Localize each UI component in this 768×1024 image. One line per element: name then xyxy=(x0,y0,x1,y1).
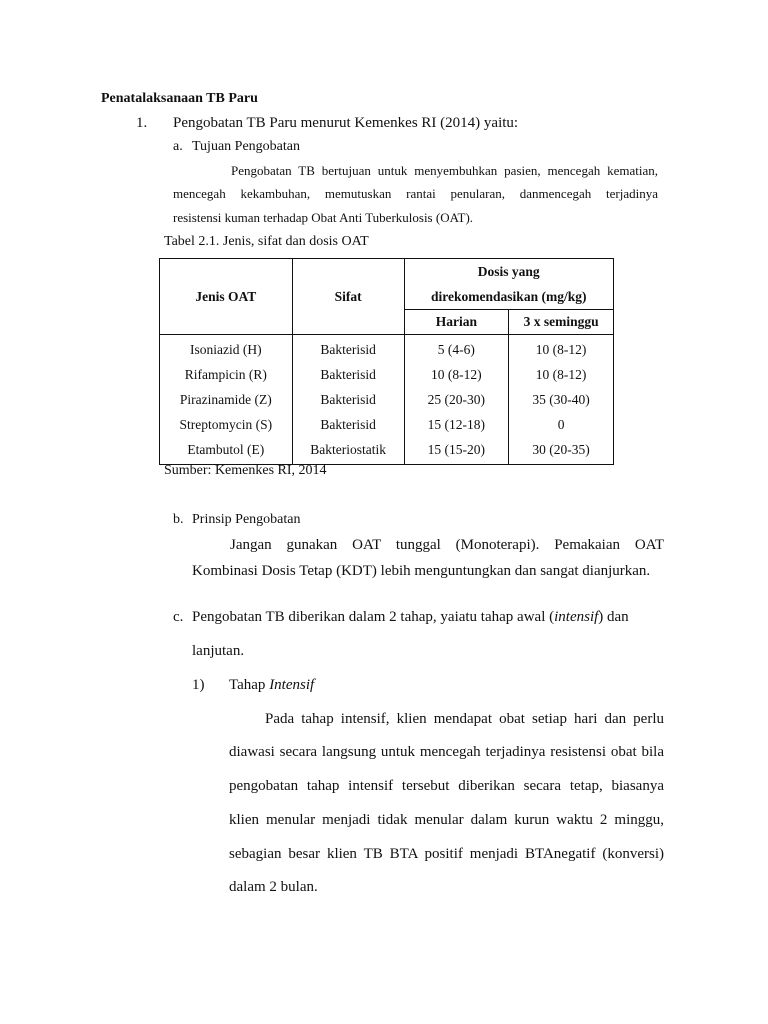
item-text: Pengobatan TB Paru menurut Kemenkes RI (2014) yaitu: xyxy=(173,115,519,131)
cell-sifat: Bakterisid xyxy=(292,335,404,363)
table-source: Sumber: Kemenkes RI, 2014 xyxy=(164,463,327,478)
section-a-line-3: resistensi kuman terhadap Obat Anti Tuberkulosis (OAT). xyxy=(173,210,474,225)
sub-item-line-3: pengobatan tahap intensif tersebut diberikan secara tetap, biasanya xyxy=(229,778,664,794)
section-a-line-1: Pengobatan TB bertujuan untuk menyembuhkan pasien, mencegah kematian, xyxy=(231,163,658,178)
sub-item-title-plain: Tahap xyxy=(229,677,270,693)
cell-jenis: Isoniazid (H) xyxy=(160,335,293,363)
table-row xyxy=(160,412,614,437)
cell-seminggu: 10 (8-12) xyxy=(509,335,614,363)
cell-sifat: Bakterisid xyxy=(292,387,404,412)
cell-harian: 15 (15-20) xyxy=(404,437,509,465)
cell-harian: 10 (8-12) xyxy=(404,362,509,387)
section-b-line-1: Jangan gunakan OAT tunggal (Monoterapi). Pemakaian OAT xyxy=(230,537,664,553)
table-row xyxy=(160,437,614,465)
cell-sifat: Bakteriostatik xyxy=(292,437,404,465)
cell-jenis: Pirazinamide (Z) xyxy=(160,387,293,412)
cell-sifat: Bakterisid xyxy=(292,412,404,437)
cell-jenis: Etambutol (E) xyxy=(160,437,293,465)
sub-item-line-4: klien menular menjadi tidak menular dalam kurun waktu 2 minggu, xyxy=(229,812,664,828)
section-c-italic-term: intensif xyxy=(554,609,599,625)
sub-item-line-1: Pada tahap intensif, klien mendapat obat setiap hari dan perlu xyxy=(265,711,664,727)
cell-jenis: Rifampicin (R) xyxy=(160,362,293,387)
section-c-text-after: ) dan xyxy=(598,609,629,625)
cell-harian: 5 (4-6) xyxy=(404,335,509,363)
page-heading: Penatalaksanaan TB Paru xyxy=(101,91,258,106)
cell-jenis: Streptomycin (S) xyxy=(160,412,293,437)
section-a-title: Tujuan Pengobatan xyxy=(192,139,300,154)
section-a-label: a. xyxy=(173,139,183,154)
sub-item-title xyxy=(229,676,314,694)
header-sifat: Sifat xyxy=(292,259,404,335)
oat-table xyxy=(159,258,614,465)
cell-seminggu: 30 (20-35) xyxy=(509,437,614,465)
section-b-line-2: Kombinasi Dosis Tetap (KDT) lebih menguntungkan dan sangat dianjurkan. xyxy=(192,563,651,579)
header-3x-seminggu: 3 x seminggu xyxy=(509,310,614,335)
cell-harian: 15 (12-18) xyxy=(404,412,509,437)
section-b-title: Prinsip Pengobatan xyxy=(192,512,301,527)
cell-sifat: Bakterisid xyxy=(292,362,404,387)
sub-item-line-2: diawasi secara langsung untuk mencegah terjadinya resistensi obat bila xyxy=(229,744,664,760)
table-row xyxy=(160,335,614,363)
sub-item-line-6: dalam 2 bulan. xyxy=(229,879,318,895)
cell-seminggu: 10 (8-12) xyxy=(509,362,614,387)
header-harian: Harian xyxy=(404,310,509,335)
header-dosis-line-1: Dosis yang xyxy=(477,264,540,279)
sub-item-title-italic: Intensif xyxy=(269,677,315,693)
header-dosis-line-2: direkomendasikan (mg/kg) xyxy=(431,289,587,304)
cell-seminggu: 35 (30-40) xyxy=(509,387,614,412)
section-c-text-before: Pengobatan TB diberikan dalam 2 tahap, yaiatu tahap awal ( xyxy=(192,609,555,625)
cell-seminggu: 0 xyxy=(509,412,614,437)
item-number: 1. xyxy=(136,115,148,131)
header-dosis xyxy=(404,259,614,310)
table-caption: Tabel 2.1. Jenis, sifat dan dosis OAT xyxy=(164,234,369,249)
section-c-line-1 xyxy=(192,608,629,626)
sub-item-line-5: sebagian besar klien TB BTA positif menjadi BTAnegatif (konversi) xyxy=(229,846,664,862)
table-row xyxy=(160,387,614,412)
cell-harian: 25 (20-30) xyxy=(404,387,509,412)
header-jenis-oat: Jenis OAT xyxy=(160,259,293,335)
sub-item-number: 1) xyxy=(192,677,205,693)
section-a-line-2: mencegah kekambuhan, memutuskan rantai penularan, danmencegah terjadinya xyxy=(173,186,658,201)
section-b-label: b. xyxy=(173,512,184,527)
section-c-line-2: lanjutan. xyxy=(192,643,245,659)
section-c-label: c. xyxy=(173,609,184,625)
table-row xyxy=(160,362,614,387)
